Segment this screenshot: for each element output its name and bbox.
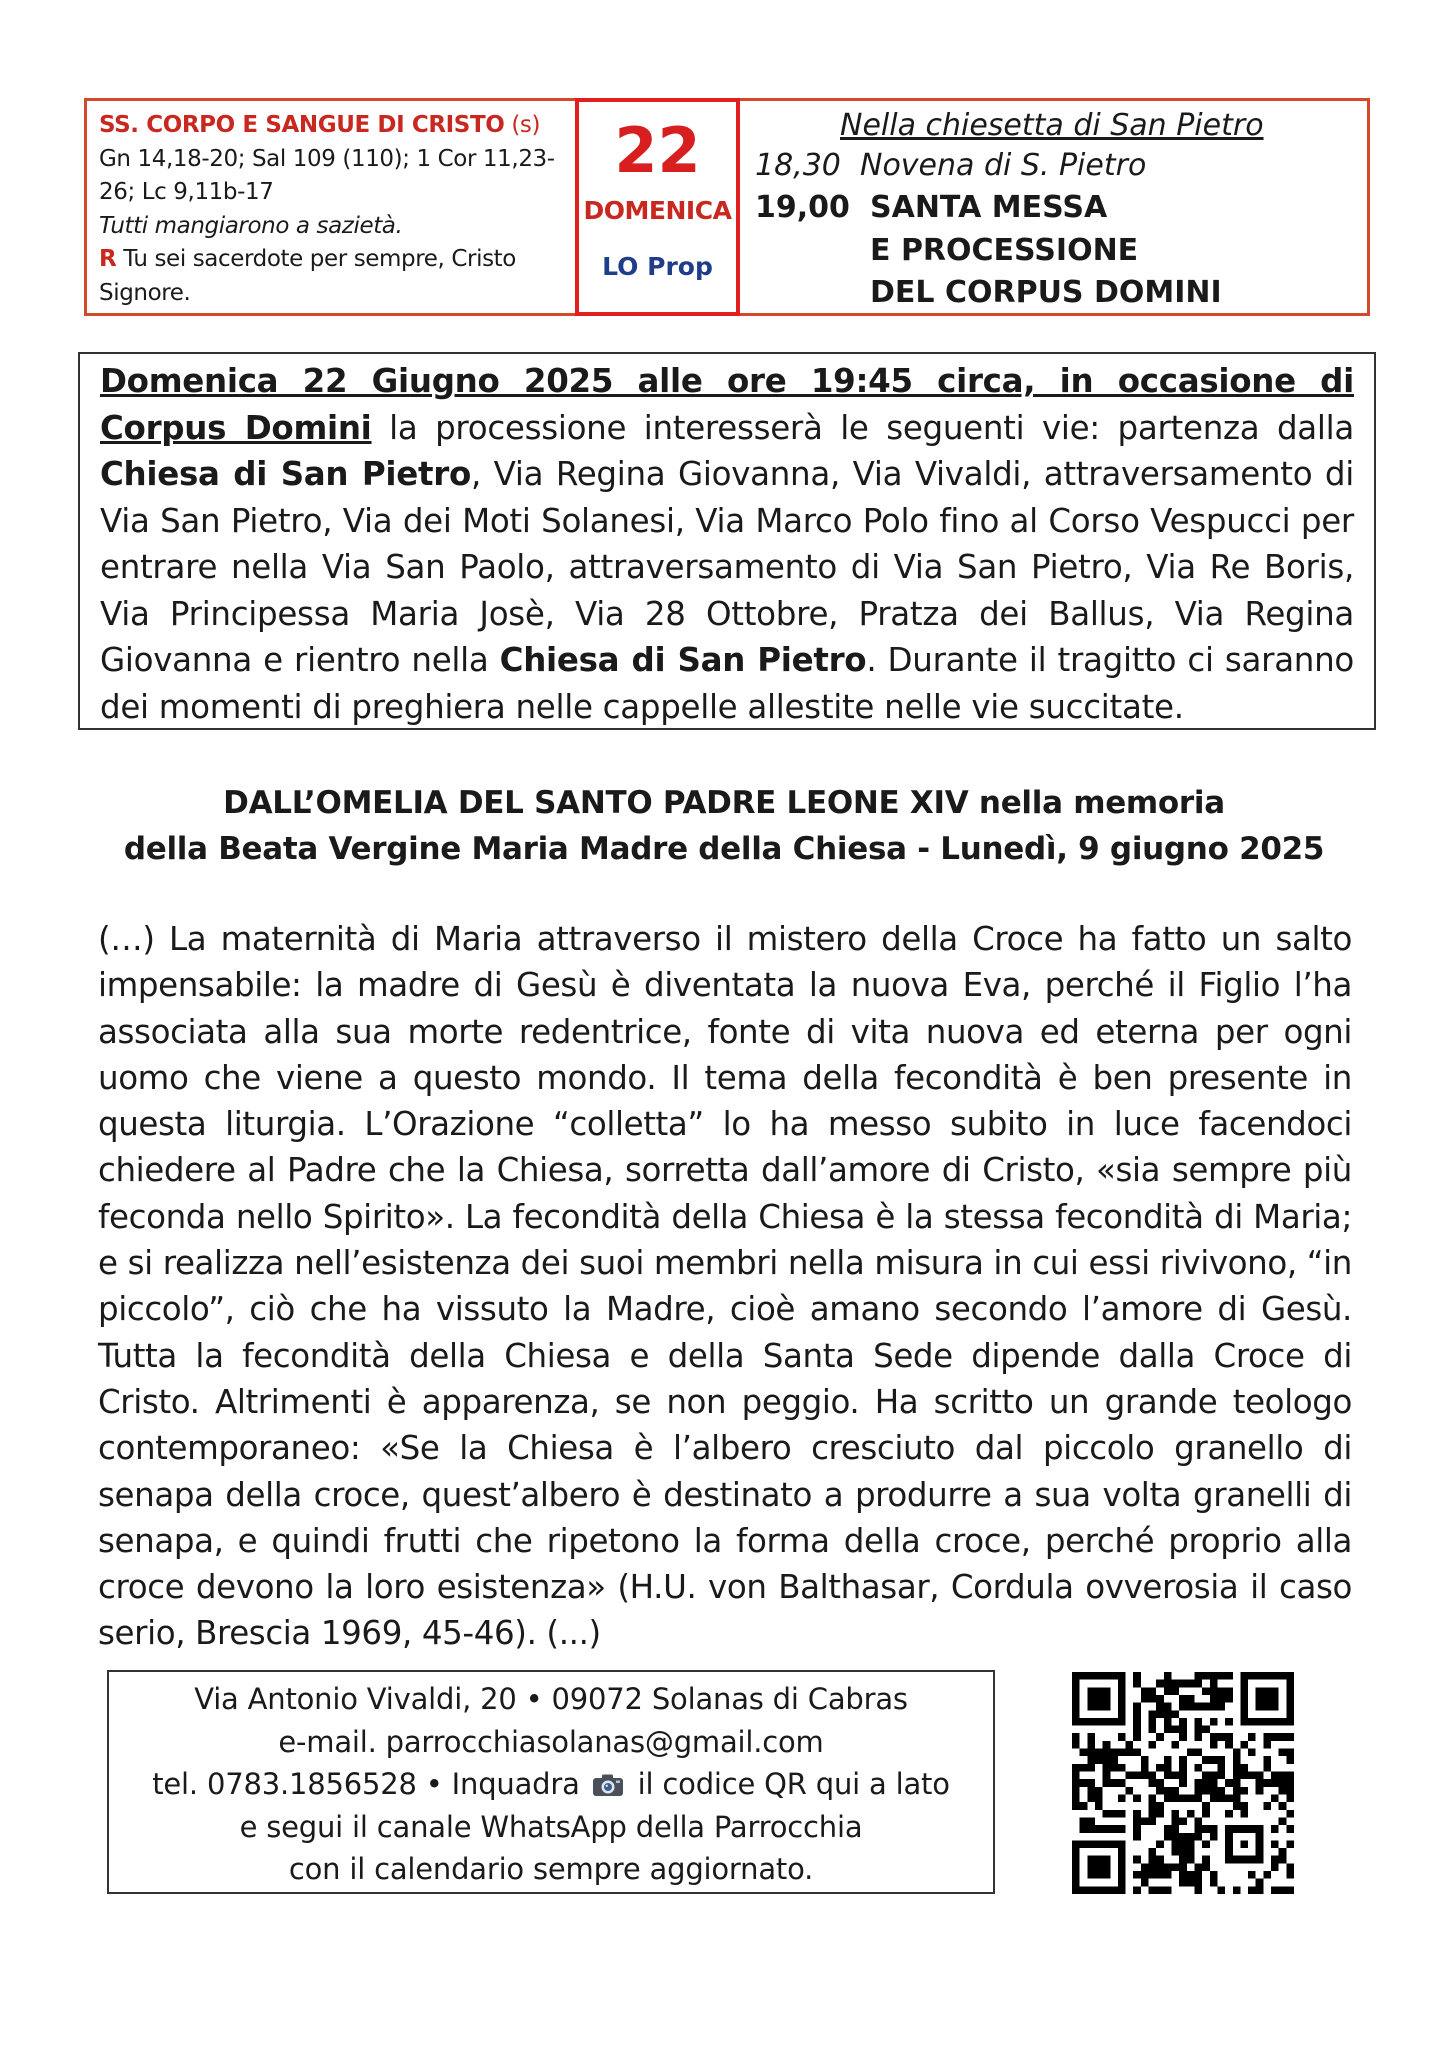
procession-notice	[78, 352, 1376, 730]
schedule-event-2-line-2: E PROCESSIONE	[870, 232, 1139, 268]
feast-name: SS. CORPO E SANGUE DI CRISTO	[99, 112, 505, 138]
response-line-2: Signore.	[99, 279, 191, 306]
qr-code-icon	[1072, 1672, 1294, 1894]
weekday: DOMENICA	[583, 196, 732, 225]
liturgy-header	[84, 98, 1370, 316]
contact-calendar: con il calendario sempre aggiornato.	[288, 1852, 814, 1886]
schedule-time-1: 18,30	[755, 148, 841, 183]
procession-lead: Domenica 22 Giugno 2025 alle ore 19:45 circa, in occasione di Corpus Domini	[100, 362, 1354, 447]
antiphon: Tutti mangiarono a sazietà.	[99, 212, 403, 239]
homily-title-line-1: DALL’OMELIA DEL SANTO PADRE LEONE XIV nella memoria	[223, 785, 1225, 821]
schedule-panel	[745, 101, 1367, 313]
response-line-1: Tu sei sacerdote per sempre, Cristo	[123, 246, 516, 272]
feast-rank: (s)	[511, 112, 541, 138]
contact-tel: tel. 0783.1856528 • Inquadra	[152, 1767, 580, 1801]
schedule-event-1: Novena di S. Pietro	[860, 148, 1147, 183]
procession-text-a: la processione interesserà le seguenti vie: partenza dalla	[371, 408, 1354, 447]
homily-body: (…) La maternità di Maria attraverso il mistero della Croce ha fatto un salto impensabile: la madre di Gesù è diventata la nuova Eva, perché il Figlio l’ha associata alla sua morte redentrice, fonte di vita nuova ed eterna per ogni uomo che viene a questo mondo. Il tema della fecondità è ben presente in questa liturgia. L’Orazione “colletta” lo ha messo subito in luce facendoci chiedere al Padre che la Chiesa, sorretta dall’amore di Cristo, «sia sempre più feconda nello Spirito». La fecondità della Chiesa è la stessa fecondità di Maria; e si realizza nell’esistenza dei suoi membri nella misura in cui essi rivivono, “in piccolo”, ciò che ha vissuto la Madre, cioè amano secondo l’amore di Gesù. Tutta la fecondità della Chiesa e della Santa Sede dipende dalla Croce di Cristo. Altrimenti è apparenza, se non peggio. Ha scritto un grande teologo contemporaneo: «Se la Chiesa è l’albero cresciuto dal piccolo granello di senapa della croce, quest’albero è destinato a produrre a sua volta granelli di senapa, e quindi frutti che ripetono la forma della croce, perché proprio alla croce devono la loro esistenza» (H.U. von Balthasar, Cordula ovverosia il caso serio, Brescia 1969, 45-46). (...)	[98, 920, 1352, 1653]
schedule-event-2	[870, 187, 1222, 315]
homily-title	[0, 780, 1448, 872]
liturgy-code: LO Prop	[602, 252, 713, 281]
procession-church-start: Chiesa di San Pietro	[100, 455, 471, 493]
schedule-place: Nella chiesetta di San Pietro	[840, 108, 1264, 143]
readings-line-1: Gn 14,18-20; Sal 109 (110); 1 Cor 11,23-	[99, 145, 555, 172]
contact-qr-hint: il codice QR qui a lato	[637, 1767, 950, 1801]
liturgy-readings-panel	[87, 101, 569, 313]
date-box	[575, 98, 740, 316]
contact-box	[107, 1670, 995, 1894]
contact-tel-line	[109, 1763, 993, 1806]
readings-line-2: 26; Lc 9,11b-17	[99, 179, 274, 205]
contact-email: e-mail. parrocchiasolanas@gmail.com	[278, 1724, 824, 1759]
schedule-event-2-line-1: SANTA MESSA	[870, 190, 1108, 225]
homily-title-line-2: della Beata Vergine Maria Madre della Chiesa - Lunedì, 9 giugno 2025	[123, 831, 1325, 867]
contact-address: Via Antonio Vivaldi, 20 • 09072 Solanas di Cabras	[194, 1682, 908, 1716]
procession-text-c: . Durante il tragitto ci saranno dei momenti di preghiera nelle cappelle allestite nelle vie succitate.	[100, 641, 1354, 726]
schedule-time-2: 19,00	[755, 190, 850, 225]
response-marker: R	[99, 246, 117, 272]
day-number: 22	[614, 114, 701, 187]
procession-church-end: Chiesa di San Pietro	[499, 641, 867, 679]
schedule-event-2-line-3: DEL CORPUS DOMINI	[870, 275, 1222, 310]
camera-icon	[592, 1773, 624, 1797]
contact-whatsapp: e segui il canale WhatsApp della Parrocchia	[239, 1809, 863, 1844]
procession-route: , Via Regina Giovanna, Via Vivaldi, attraversamento di Via San Pietro, Via dei Moti Solanesi, Via Marco Polo fino al Corso Vespucci per entrare nella Via San Paolo, attraversamento di Via San Pietro, Via Re Boris, Via Principessa Maria Josè, Via 28 Ottobre, Pratza dei Ballus, Via Regina Giovanna e rientro nella	[100, 455, 1354, 679]
